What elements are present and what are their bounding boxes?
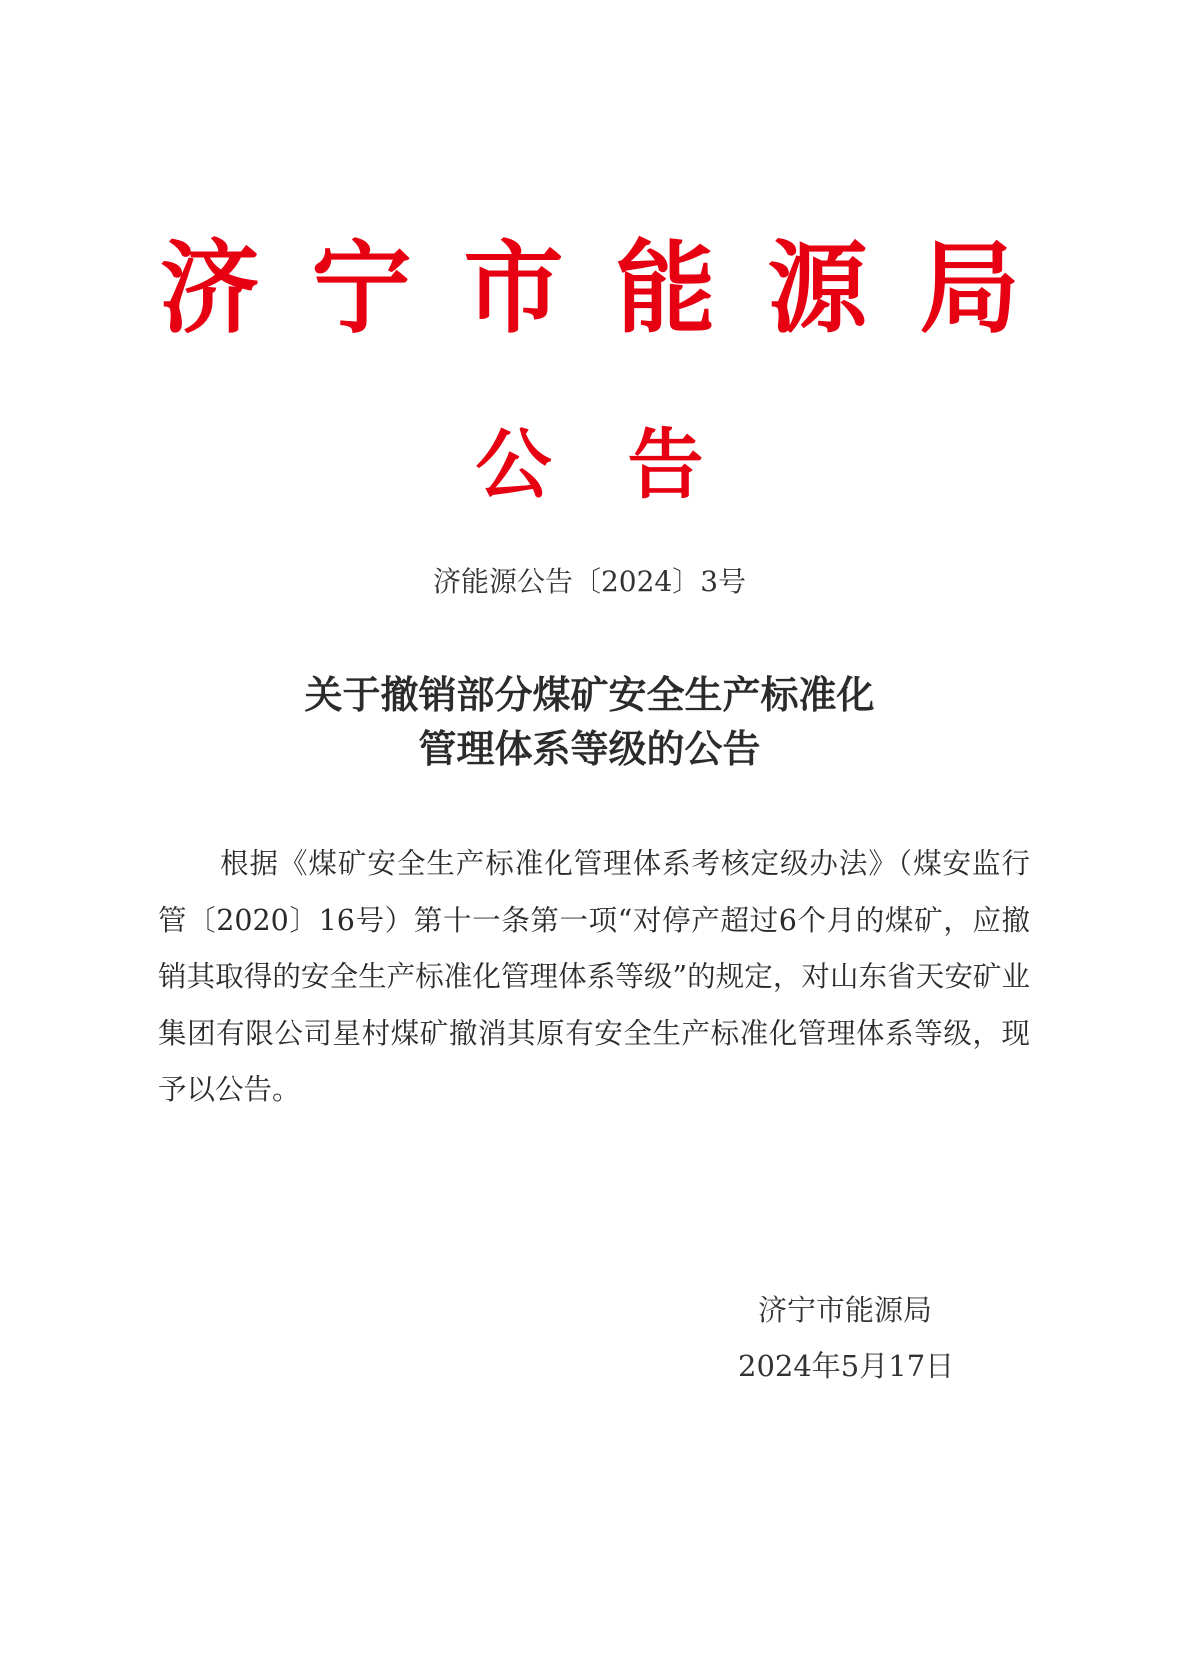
title-line-1: 关于撤销部分煤矿安全生产标准化 (304, 673, 875, 717)
body-paragraph: 根据《煤矿安全生产标准化管理体系考核定级办法》（煤安监行管〔2020〕16号）第十一条第一项“对停产超过6个月的煤矿，应撤销其取得的安全生产标准化管理体系等级”的规定，对山东省天安矿业集团有限公司星村煤矿撤消其原有安全生产标准化管理体系等级，现予以公告。 (158, 847, 1030, 1106)
signature-date: 2024年5月17日 (738, 1349, 955, 1383)
signature-organization: 济宁市能源局 (758, 1293, 933, 1327)
document-number: 济能源公告〔2024〕3号 (432, 565, 747, 598)
document-title (0, 668, 1179, 776)
issuer-header: 济宁市能源局 (159, 229, 1072, 347)
document-type-heading: 公告 (475, 420, 780, 509)
title-line-2: 管理体系等级的公告 (418, 727, 761, 771)
